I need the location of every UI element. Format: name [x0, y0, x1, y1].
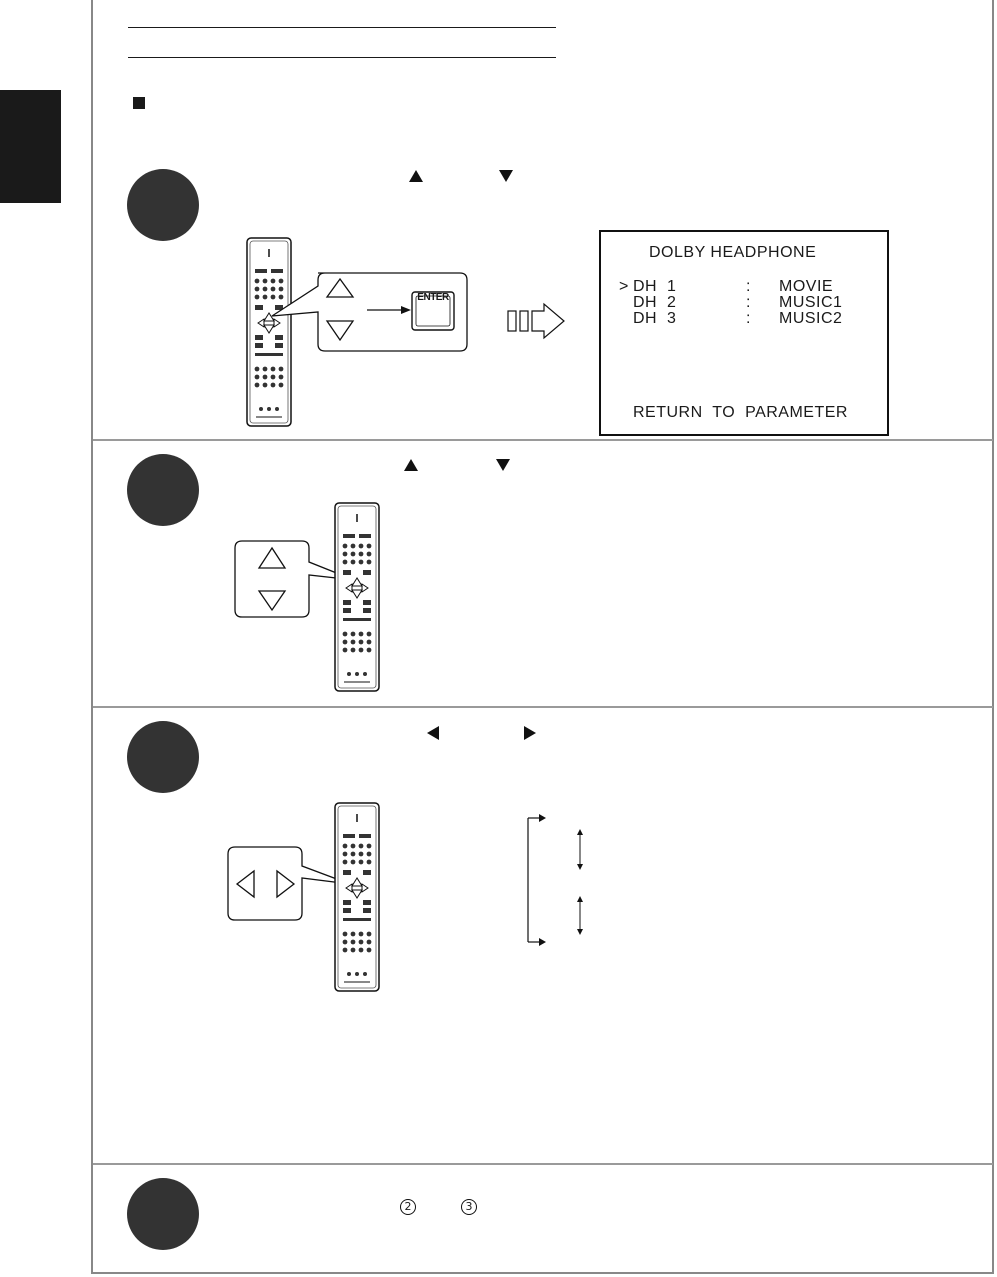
osd-row-value: MOVIE: [779, 278, 834, 295]
osd-title: DOLBY HEADPHONE: [649, 244, 817, 261]
step-1-badge: [127, 169, 199, 241]
step-divider-3: [93, 1163, 993, 1165]
osd-footer: RETURN TO PARAMETER: [633, 404, 848, 421]
up-triangle-icon: [409, 170, 423, 182]
callout-box-step3: [227, 846, 317, 922]
step-divider-1: [93, 439, 993, 441]
title-rule-bottom: [128, 57, 556, 58]
up-triangle-icon: [404, 459, 418, 471]
step-4-badge: [127, 1178, 199, 1250]
osd-cursor: >: [619, 278, 629, 295]
step-ref-circle: 3: [461, 1199, 477, 1215]
step-divider-2: [93, 706, 993, 708]
osd-row-mode: DH 3: [633, 310, 677, 327]
section-bullet: [133, 97, 145, 109]
page-frame: [91, 0, 994, 1274]
left-triangle-icon: [427, 726, 439, 740]
down-triangle-icon: [499, 170, 513, 182]
cycle-diagram: [522, 812, 592, 948]
down-triangle-icon: [496, 459, 510, 471]
arrow-right-icon: [507, 302, 567, 342]
osd-row-value: MUSIC1: [779, 294, 843, 311]
section-tab: [0, 90, 61, 203]
enter-button-label: ENTER: [417, 292, 449, 303]
osd-row-mode: DH 2: [633, 294, 677, 311]
title-rule-top: [128, 27, 556, 28]
step-ref-circle: 2: [400, 1199, 416, 1215]
osd-row-sep: :: [746, 278, 751, 295]
remote-control-icon: [334, 802, 380, 992]
step-2-badge: [127, 454, 199, 526]
osd-row-value: MUSIC2: [779, 310, 843, 327]
step-3-badge: [127, 721, 199, 793]
osd-row-sep: :: [746, 294, 751, 311]
osd-row-sep: :: [746, 310, 751, 327]
osd-row-mode: DH 1: [633, 278, 677, 295]
remote-control-icon: [334, 502, 380, 692]
right-triangle-icon: [524, 726, 536, 740]
osd-screen: [599, 230, 889, 436]
callout-box-step2: [234, 540, 324, 620]
callout-box-step1: [270, 272, 470, 354]
